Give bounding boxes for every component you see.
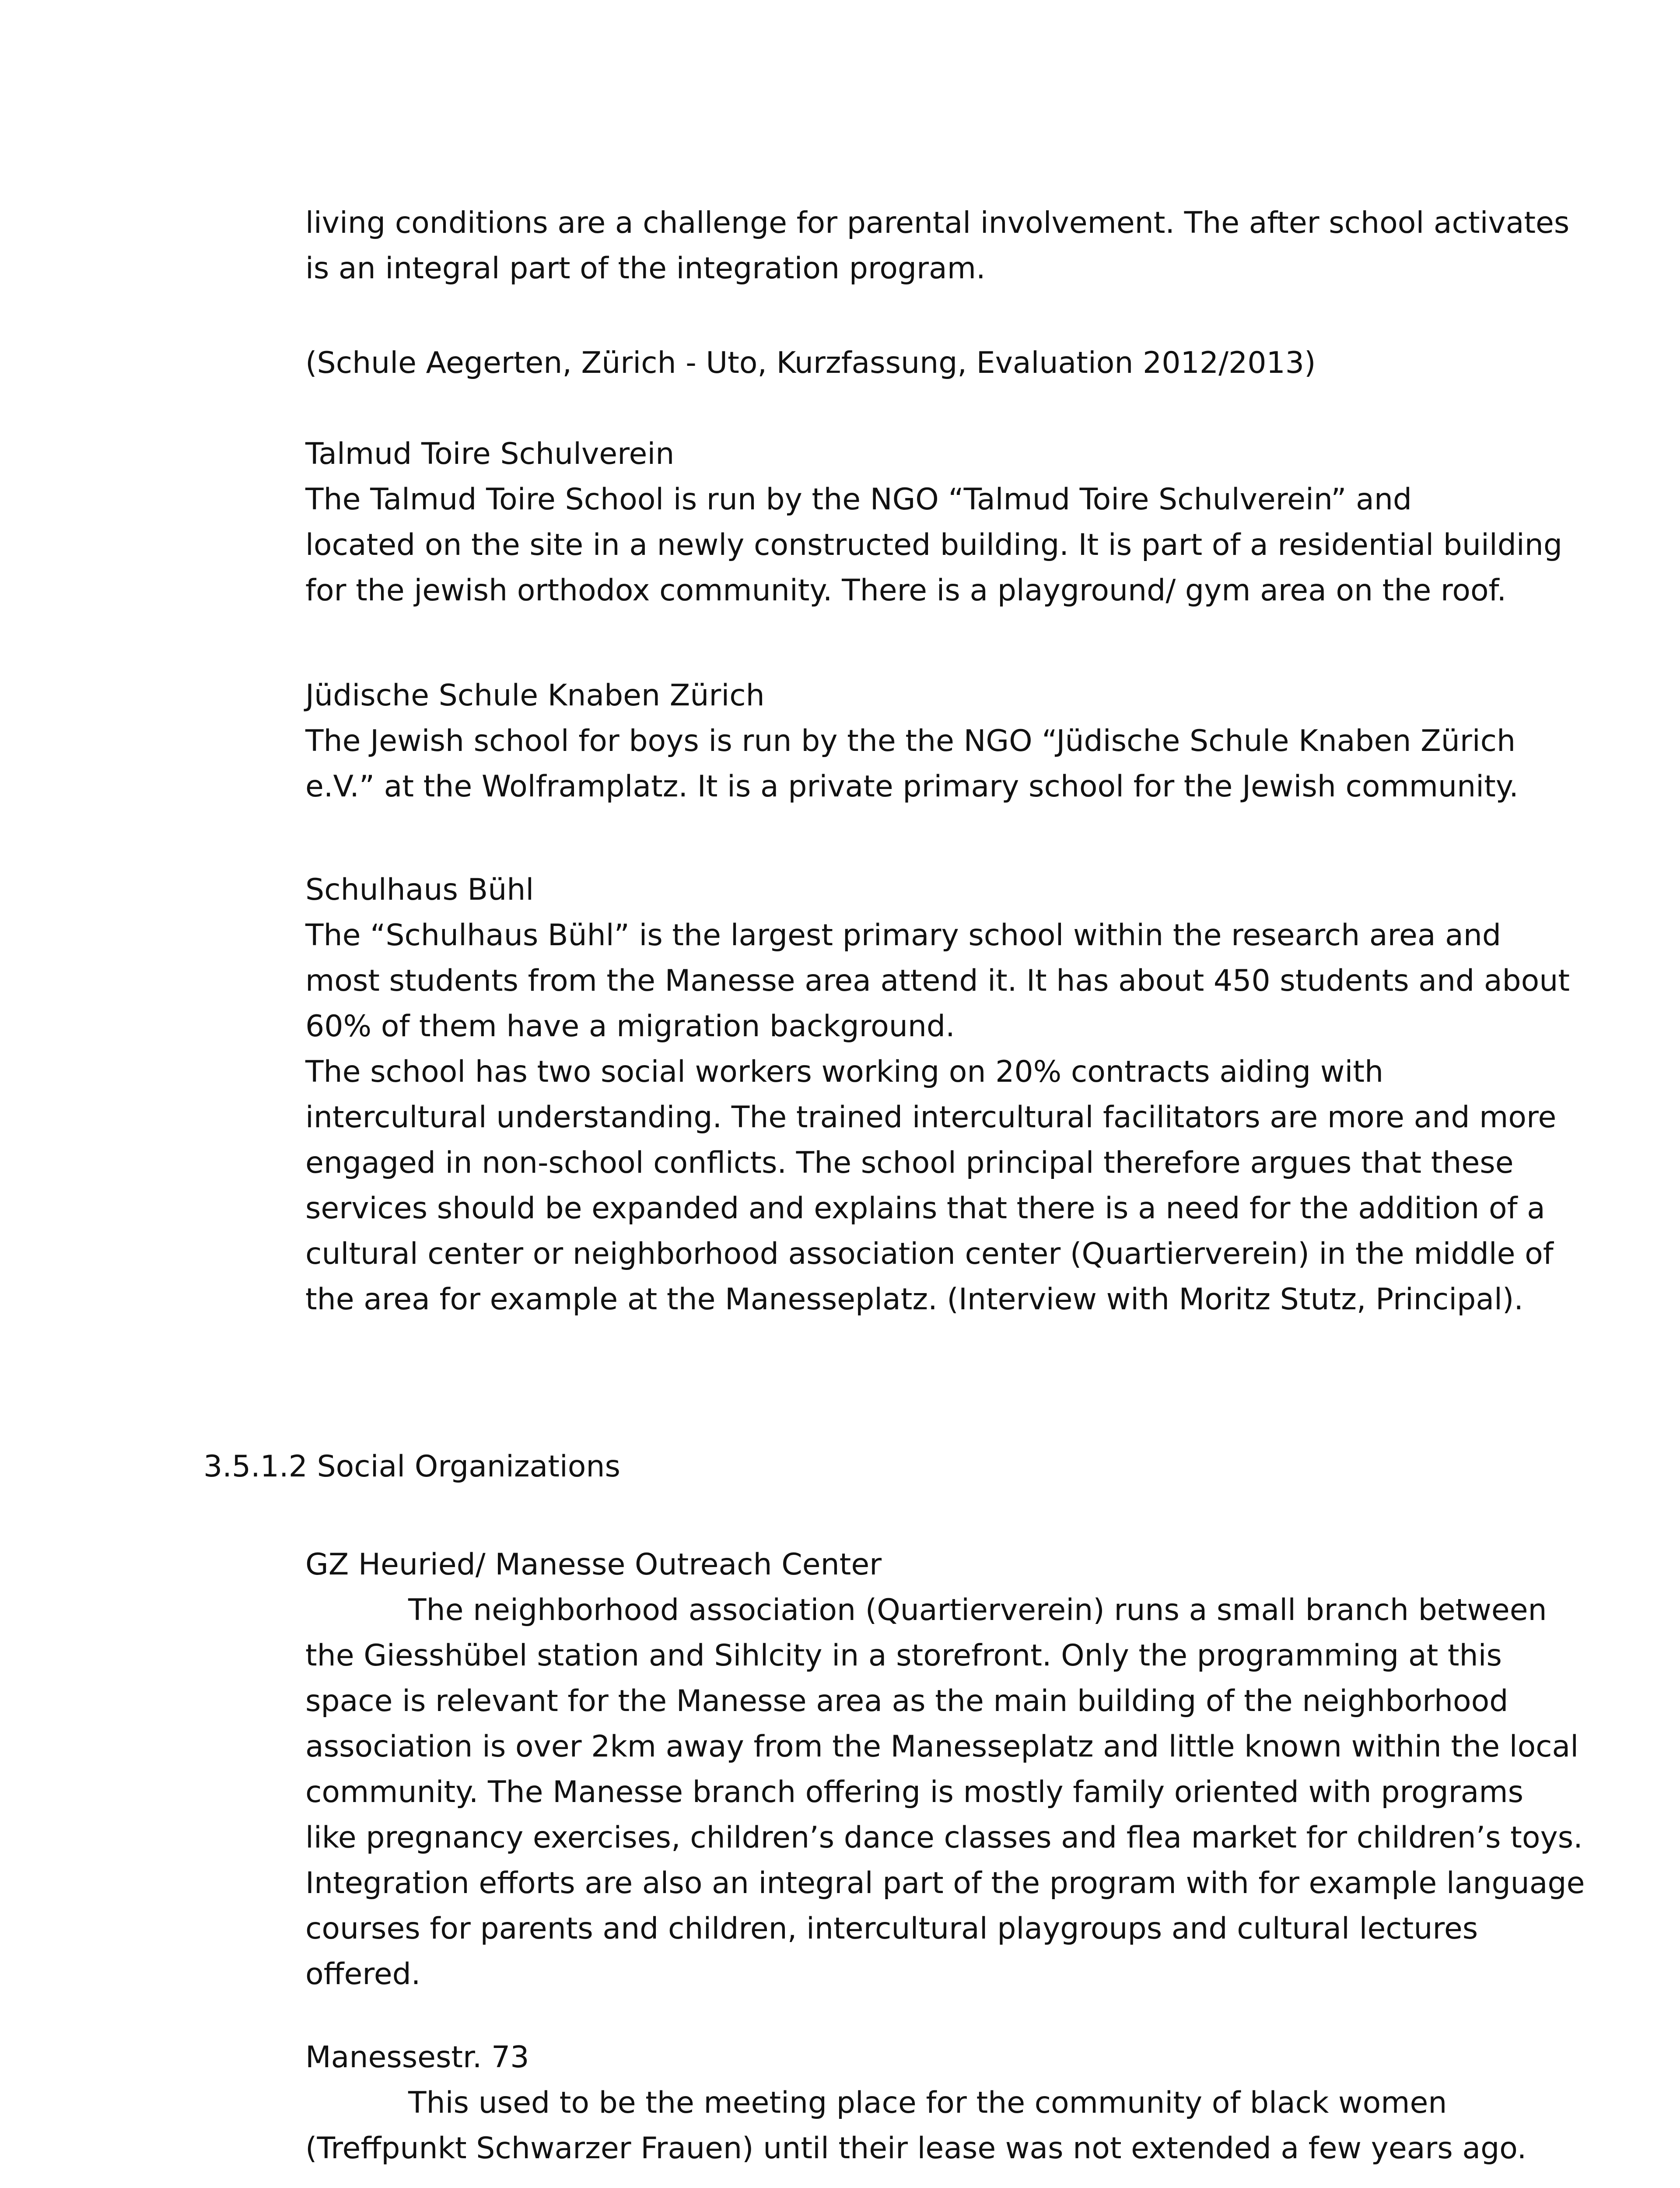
text-line: engaged in non-school conflicts. The school principal therefore argues that these [305, 1146, 1514, 1180]
text-line: most students from the Manesse area attend it. It has about 450 students and about [305, 964, 1570, 998]
text-line: offered. [305, 1957, 421, 1992]
text-line: community. The Manesse branch offering is mostly family oriented with programs [305, 1775, 1524, 1809]
section-heading [203, 1444, 620, 1490]
section-talmud-toire [305, 431, 1562, 614]
text-line: is an integral part of the integration program. [305, 251, 986, 286]
text-line: This used to be the meeting place for the community of black women [408, 2086, 1447, 2120]
text-line: services should be expanded and explains that there is a need for the addition of a [305, 1191, 1545, 1226]
text-line: association is over 2km away from the Manesseplatz and little known within the local [305, 1729, 1579, 1764]
text-line: living conditions are a challenge for parental involvement. The after school activates [305, 206, 1570, 240]
text-line: courses for parents and children, intercultural playgroups and cultural lectures [305, 1911, 1478, 1946]
text-line: like pregnancy exercises, children’s dance classes and flea market for children’s toys. [305, 1820, 1583, 1855]
section-title: Talmud Toire Schulverein [305, 437, 675, 471]
text-line: e.V.” at the Wolframplatz. It is a private primary school for the Jewish community. [305, 769, 1519, 804]
text-line: The school has two social workers working on 20% contracts aiding with [305, 1055, 1384, 1089]
section-juedische-schule [305, 673, 1519, 810]
section-heading-text: 3.5.1.2 Social Organizations [203, 1449, 620, 1484]
text-line: The Jewish school for boys is run by the the NGO “Jüdische Schule Knaben Zürich [305, 724, 1516, 758]
text-line: the Giesshübel station and Sihlcity in a storefront. Only the programming at this [305, 1638, 1502, 1673]
section-title: Manessestr. 73 [305, 2040, 529, 2075]
section-title: Jüdische Schule Knaben Zürich [305, 678, 765, 713]
text-line: cultural center or neighborhood association center (Quartierverein) in the middle of [305, 1237, 1554, 1271]
text-line: for the jewish orthodox community. There is a playground/ gym area on the roof. [305, 573, 1507, 608]
intro-paragraph [305, 200, 1569, 291]
text-line: 60% of them have a migration background. [305, 1009, 955, 1044]
text-line: intercultural understanding. The trained intercultural facilitators are more and more [305, 1100, 1557, 1135]
citation [305, 340, 1316, 386]
text-line: space is relevant for the Manesse area as the main building of the neighborhood [305, 1684, 1508, 1718]
text-line: The neighborhood association (Quartierverein) runs a small branch between [408, 1593, 1547, 1627]
section-title: Schulhaus Bühl [305, 873, 534, 907]
text-line: the area for example at the Manesseplatz. (Interview with Moritz Stutz, Principal). [305, 1282, 1524, 1317]
section-gz-heuried [305, 1542, 1585, 1997]
text-line: The Talmud Toire School is run by the NGO “Talmud Toire Schulverein” and [305, 482, 1412, 517]
text-line: located on the site in a newly constructed building. It is part of a residential building [305, 528, 1563, 562]
text-line: Integration efforts are also an integral part of the program with for example language [305, 1866, 1585, 1900]
section-manessestr-73 [305, 2035, 1526, 2171]
text-line: The “Schulhaus Bühl” is the largest primary school within the research area and [305, 918, 1502, 953]
section-title: GZ Heuried/ Manesse Outreach Center [305, 1547, 882, 1582]
citation-text: (Schule Aegerten, Zürich - Uto, Kurzfassung, Evaluation 2012/2013) [305, 346, 1316, 380]
section-schulhaus-buehl [305, 867, 1570, 1322]
text-line: (Treffpunkt Schwarzer Frauen) until their lease was not extended a few years ago. [305, 2131, 1527, 2166]
